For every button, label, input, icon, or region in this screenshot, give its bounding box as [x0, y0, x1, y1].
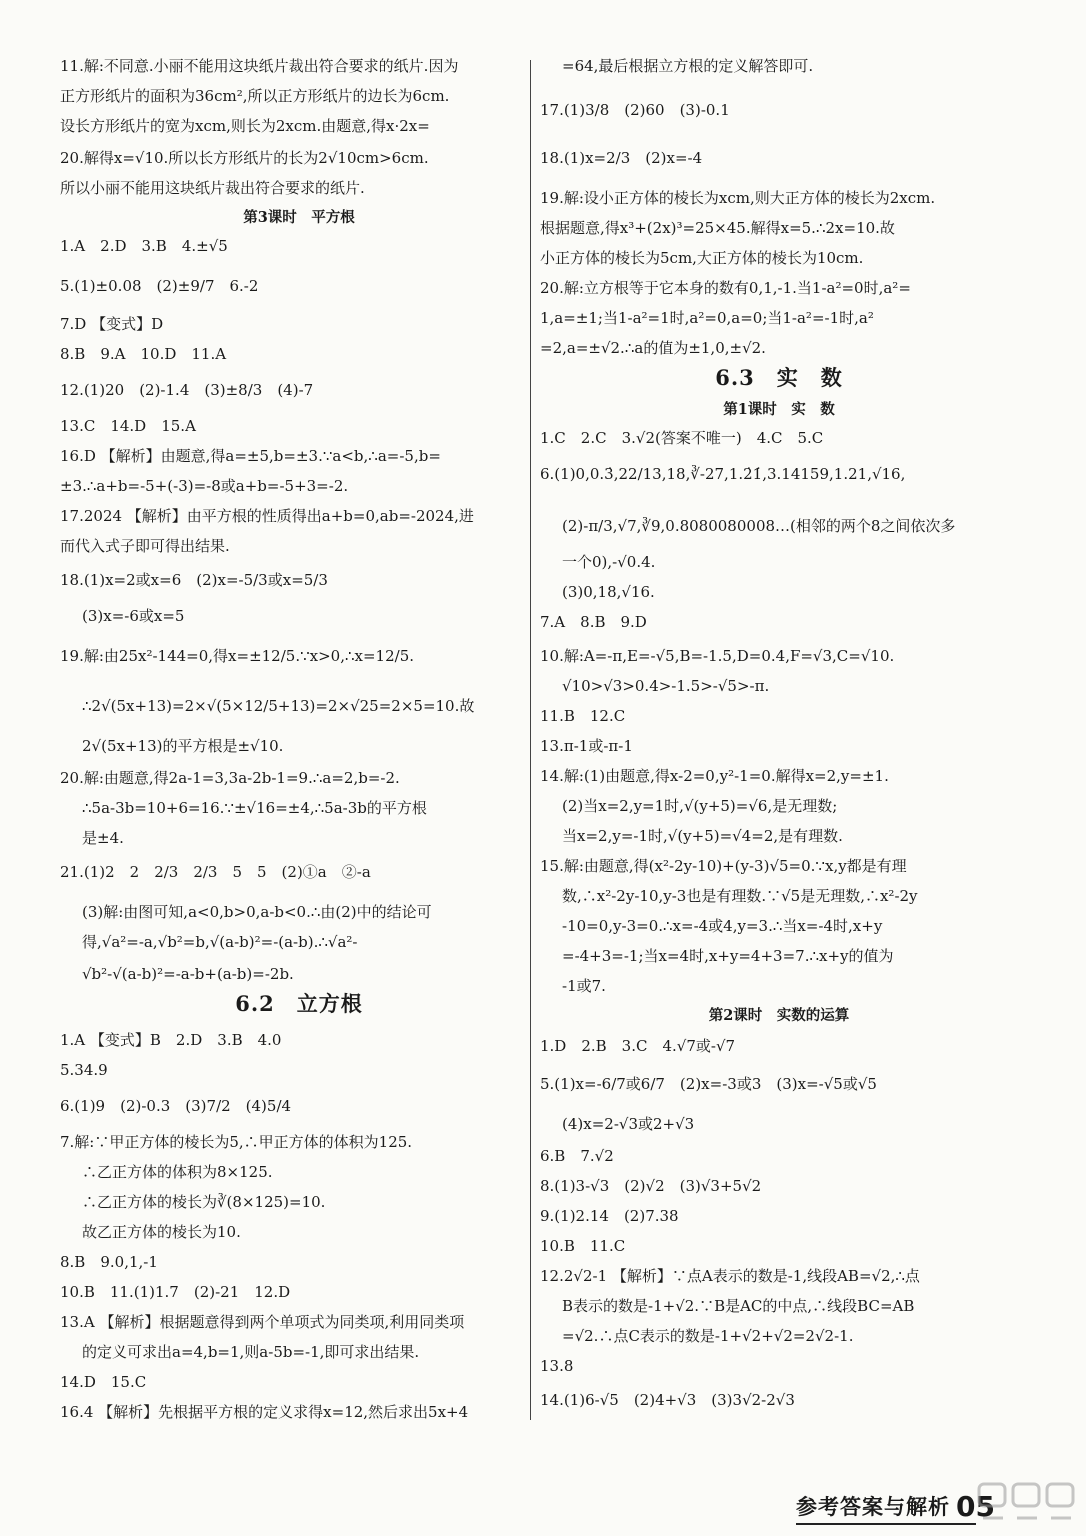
- answer-line: 16.4 【解析】先根据平方根的定义求得x=12,然后求出5x+4: [60, 1403, 469, 1421]
- footer-label: 参考答案与解析: [796, 1495, 950, 1519]
- answer-line: 20.解:由题意,得2a-1=3,3a-2b-1=9.∴a=2,b=-2.: [60, 769, 400, 787]
- answer-line: √b²-√(a-b)²=-a-b+(a-b)=-2b.: [82, 965, 294, 983]
- answer-line: 1.A 【变式】B 2.D 3.B 4.0: [60, 1031, 282, 1049]
- answer-line: =64,最后根据立方根的定义解答即可.: [562, 57, 814, 75]
- answer-line: 21.(1)2 2 2/3 2/3 5 5 (2)①a ②-a: [60, 863, 371, 881]
- answer-line: =√2.∴点C表示的数是-1+√2+√2=2√2-1.: [562, 1327, 854, 1345]
- answer-line: 11.B 12.C: [540, 707, 626, 725]
- section-heading: 6.2 立方根: [235, 991, 363, 1016]
- answer-line: 5.34.9: [60, 1061, 108, 1079]
- answer-line: 6.(1)9 (2)-0.3 (3)7/2 (4)5/4: [60, 1097, 292, 1115]
- answer-line: 根据题意,得x³+(2x)³=25×45.解得x=5.∴2x=10.故: [540, 219, 895, 237]
- answer-line: 10.B 11.C: [540, 1237, 626, 1255]
- answer-line: 的定义可求出a=4,b=1,则a-5b=-1,即可求出结果.: [82, 1343, 420, 1361]
- answer-line: 20.解:立方根等于它本身的数有0,1,-1.当1-a²=0时,a²=: [540, 279, 911, 297]
- answer-line: 14.D 15.C: [60, 1373, 147, 1391]
- answer-line: 一个0),-√0.4.: [562, 553, 656, 571]
- answer-line: 13.C 14.D 15.A: [60, 417, 196, 435]
- answer-line: 8.B 9.0,1,-1: [60, 1253, 158, 1271]
- answer-line: 9.(1)2.14 (2)7.38: [540, 1207, 679, 1225]
- answer-line: 当x=2,y=-1时,√(y+5)=√4=2,是有理数.: [562, 827, 843, 845]
- answer-line: 数,∴x²-2y-10,y-3也是有理数.∵√5是无理数,∴x²-2y: [562, 887, 918, 905]
- answer-line: 12.2√2-1 【解析】∵点A表示的数是-1,线段AB=√2,∴点: [540, 1267, 920, 1285]
- watermark-logo: [975, 1478, 1079, 1532]
- answer-line: 14.解:(1)由题意,得x-2=0,y²-1=0.解得x=2,y=±1.: [540, 767, 889, 785]
- answer-line: 1.C 2.C 3.√2(答案不唯一) 4.C 5.C: [540, 429, 824, 447]
- answer-line: ±3.∴a+b=-5+(-3)=-8或a+b=-5+3=-2.: [60, 477, 349, 495]
- answer-line: 6.(1)0,0.3̇,22/13,18,∛-27,1.2̇1̇,3.14159,1.21,√16,: [540, 465, 906, 483]
- answer-line: 10.B 11.(1)1.7 (2)-21 12.D: [60, 1283, 291, 1301]
- answer-line: 7.D 【变式】D: [60, 315, 164, 333]
- answer-line: 2√(5x+13)的平方根是±√10.: [82, 737, 284, 755]
- answer-line: 7.A 8.B 9.D: [540, 613, 647, 631]
- answer-line: 19.解:设小正方体的棱长为xcm,则大正方体的棱长为2xcm.: [540, 189, 936, 207]
- answer-line: =2,a=±√2.∴a的值为±1,0,±√2.: [540, 339, 766, 357]
- answer-line: (4)x=2-√3或2+√3: [562, 1115, 695, 1133]
- answer-line: 12.(1)20 (2)-1.4 (3)±8/3 (4)-7: [60, 381, 314, 399]
- answer-line: 5.(1)±0.08 (2)±9/7 6.-2: [60, 277, 259, 295]
- answer-line: 6.B 7.√2: [540, 1147, 614, 1165]
- answer-line: (3)解:由图可知,a<0,b>0,a-b<0.∴由(2)中的结论可: [82, 903, 432, 921]
- answer-line: 13.A 【解析】根据题意得到两个单项式为同类项,利用同类项: [60, 1313, 465, 1331]
- answer-line: 而代入式子即可得出结果.: [60, 537, 230, 555]
- answer-line: (2)-π/3,√7,∛9,0.8080080008…(相邻的两个8之间依次多: [562, 517, 956, 535]
- answer-line: 8.(1)3-√3 (2)√2 (3)√3+5√2: [540, 1177, 762, 1195]
- answer-line: 是±4.: [82, 829, 124, 847]
- answer-line: ∴5a-3b=10+6=16.∵±√16=±4,∴5a-3b的平方根: [82, 799, 427, 817]
- answer-line: √10>√3>0.4>-1.5>-√5>-π.: [562, 677, 770, 695]
- answer-line: ∴乙正方体的棱长为∛(8×125)=10.: [82, 1193, 326, 1211]
- answer-line: =-4+3=-1;当x=4时,x+y=4+3=7.∴x+y的值为: [562, 947, 894, 965]
- answer-line: 8.B 9.A 10.D 11.A: [60, 345, 227, 363]
- answer-line: 14.(1)6-√5 (2)4+√3 (3)3√2-2√3: [540, 1391, 795, 1409]
- answer-line: 17.(1)3/8 (2)60 (3)-0.1: [540, 101, 730, 119]
- section-heading: 第1课时 实 数: [723, 401, 835, 418]
- page-number: 05: [956, 1489, 995, 1523]
- answer-line: 15.解:由题意,得(x²-2y-10)+(y-3)√5=0.∵x,y都是有理: [540, 857, 907, 875]
- answer-line: B表示的数是-1+√2.∵B是AC的中点,∴线段BC=AB: [562, 1297, 915, 1315]
- answer-line: (3)0,18,√16.: [562, 583, 655, 601]
- section-heading: 第3课时 平方根: [243, 209, 355, 226]
- answer-line: 5.(1)x=-6/7或6/7 (2)x=-3或3 (3)x=-√5或√5: [540, 1075, 877, 1093]
- answer-line: ∴2√(5x+13)=2×√(5×12/5+13)=2×√25=2×5=10.故: [82, 697, 475, 715]
- answer-line: 13.8: [540, 1357, 574, 1375]
- answer-line: 1,a=±1;当1-a²=1时,a²=0,a=0;当1-a²=-1时,a²: [540, 309, 874, 327]
- answer-line: 18.(1)x=2/3 (2)x=-4: [540, 149, 703, 167]
- answer-line: 16.D 【解析】由题意,得a=±5,b=±3.∵a<b,∴a=-5,b=: [60, 447, 441, 465]
- answer-line: 小正方体的棱长为5cm,大正方体的棱长为10cm.: [540, 249, 864, 267]
- column-divider: [530, 60, 531, 1420]
- answer-line: 故乙正方体的棱长为10.: [82, 1223, 241, 1241]
- footer-rule: [796, 1523, 976, 1525]
- answer-line: 正方形纸片的面积为36cm²,所以正方形纸片的边长为6cm.: [60, 87, 450, 105]
- answer-line: 19.解:由25x²-144=0,得x=±12/5.∵x>0,∴x=12/5.: [60, 647, 415, 665]
- section-heading: 第2课时 实数的运算: [708, 1007, 850, 1024]
- answer-line: 17.2024 【解析】由平方根的性质得出a+b=0,ab=-2024,进: [60, 507, 474, 525]
- answer-line: (3)x=-6或x=5: [82, 607, 185, 625]
- answer-line: 设长方形纸片的宽为xcm,则长为2xcm.由题意,得x·2x=: [60, 117, 430, 135]
- page-footer: [796, 1489, 995, 1523]
- answer-line: -1或7.: [562, 977, 606, 995]
- answer-line: 20.解得x=√10.所以长方形纸片的长为2√10cm>6cm.: [60, 149, 429, 167]
- answer-line: (2)当x=2,y=1时,√(y+5)=√6,是无理数;: [562, 797, 838, 815]
- answer-line: 18.(1)x=2或x=6 (2)x=-5/3或x=5/3: [60, 571, 328, 589]
- answer-line: 11.解:不同意.小丽不能用这块纸片裁出符合要求的纸片.因为: [60, 57, 459, 75]
- answer-line: 得,√a²=-a,√b²=b,√(a-b)²=-(a-b).∴√a²-: [82, 933, 358, 951]
- answer-line: -10=0,y-3=0.∴x=-4或4,y=3.∴当x=-4时,x+y: [562, 917, 883, 935]
- answer-line: 所以小丽不能用这块纸片裁出符合要求的纸片.: [60, 179, 365, 197]
- answer-line: 7.解:∵甲正方体的棱长为5,∴甲正方体的体积为125.: [60, 1133, 413, 1151]
- answer-line: 1.A 2.D 3.B 4.±√5: [60, 237, 228, 255]
- answer-line: ∴乙正方体的体积为8×125.: [82, 1163, 273, 1181]
- answer-line: 10.解:A=-π,E=-√5,B=-1.5,D=0.4,F=√3,C=√10.: [540, 647, 895, 665]
- section-heading: 6.3 实 数: [715, 365, 843, 390]
- answer-line: 1.D 2.B 3.C 4.√7或-√7: [540, 1037, 736, 1055]
- answer-line: 13.π-1或-π-1: [540, 737, 633, 755]
